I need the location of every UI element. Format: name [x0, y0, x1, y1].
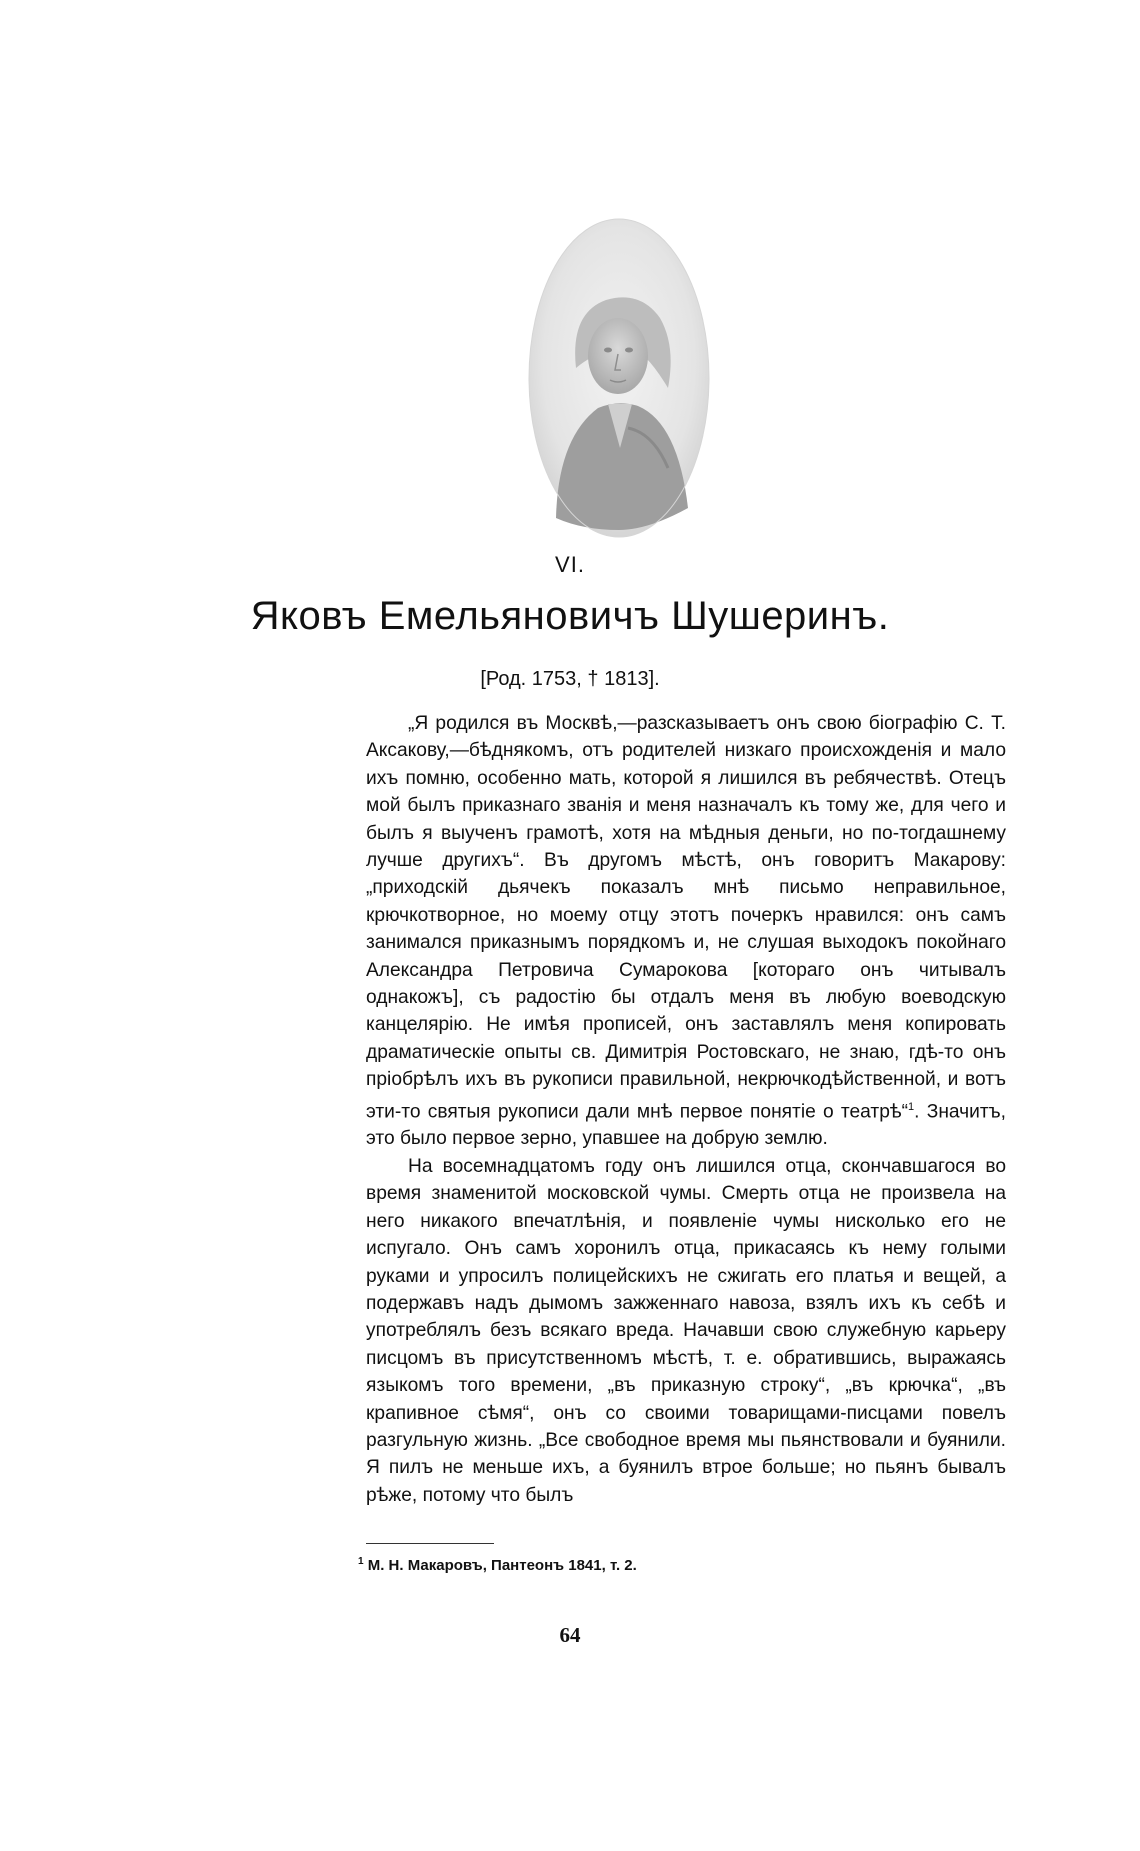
page-number: 64 — [559, 1623, 581, 1647]
footnote-reference: 1 — [908, 1100, 915, 1113]
portrait-icon — [528, 218, 710, 538]
body-text — [366, 710, 1006, 1509]
paragraph-text: „Я родился въ Москвѣ,—разсказываетъ онъ свою біографію С. Т. Аксакову,—бѣднякомъ, отъ родителей низкаго происхожденія и мало ихъ помню, особенно мать, которой я лишился въ ребячествѣ. Отецъ мой былъ приказнаго званія и меня назначалъ къ тому же, для чего и былъ я выученъ грамотѣ, хотя на мѣдныя деньги, но по-тогдашнему лучше другихъ“. Въ другомъ мѣстѣ, онъ говоритъ Макарову: „приходскій дьячекъ показалъ мнѣ письмо неправильное, крючкотворное, но моему отцу этотъ почеркъ нравился: онъ самъ занимался приказнымъ порядкомъ и, не слушая выходокъ покойнаго Александра Петровича Сумарокова [котораго онъ читывалъ однакожъ], съ радостію бы отдалъ меня въ любую воеводскую канцелярію. Не имѣя прописей, онъ заставлялъ меня копировать драматическіе опыты св. Димитрія Ростовскаго, не знаю, гдѣ-то онъ пріобрѣлъ ихъ въ рукописи правильной, некрючкодѣйственной, и вотъ эти-то святыя рукописи дали мнѣ первое понятіе о театрѣ“ — [366, 713, 1006, 1123]
paragraph: На восемнадцатомъ году онъ лишился отца, скончавшагося во время знаменитой московской чумы. Смерть отца не произвела на него никакого впечатлѣнія, и появленіе чумы нисколько его не испугало. Онъ самъ хоронилъ отца, прикасаясь къ нему голыми руками и упросилъ полицейскихъ не сжигать его платья и вещей, а подержавъ надъ дымомъ зажженнаго навоза, взялъ ихъ къ себѣ и употреблялъ безъ всякаго вреда. Начавши свою служебную карьеру писцомъ въ присутственномъ мѣстѣ, т. е. обратившись, выражаясь языкомъ того времени, „въ приказную строку“, „въ крючка“, „въ крапивное сѣмя“, онъ со своими товарищами-писцами повелъ разгульную жизнь. „Все свободное время мы пьянствовали и буянили. Я пилъ не меньше ихъ, а буянилъ втрое больше; но пьянъ бывалъ рѣже, потому что былъ — [366, 1155, 1006, 1506]
footnote-divider — [366, 1543, 494, 1544]
life-dates: [Род. 1753, † 1813]. — [480, 668, 660, 690]
footnote-marker: 1 — [358, 1556, 364, 1567]
paragraph-text-end: . Значитъ, это было первое зерно, упавшее на добрую землю. — [366, 1101, 1006, 1150]
paragraph — [366, 710, 1006, 1153]
footnote — [358, 1556, 998, 1574]
footnote-text: М. Н. Макаровъ, Пантеонъ 1841, т. 2. — [363, 1557, 637, 1574]
chapter-title: Яковъ Емельяновичъ Шушеринъ. — [250, 594, 890, 638]
chapter-number: VI. — [555, 552, 585, 577]
